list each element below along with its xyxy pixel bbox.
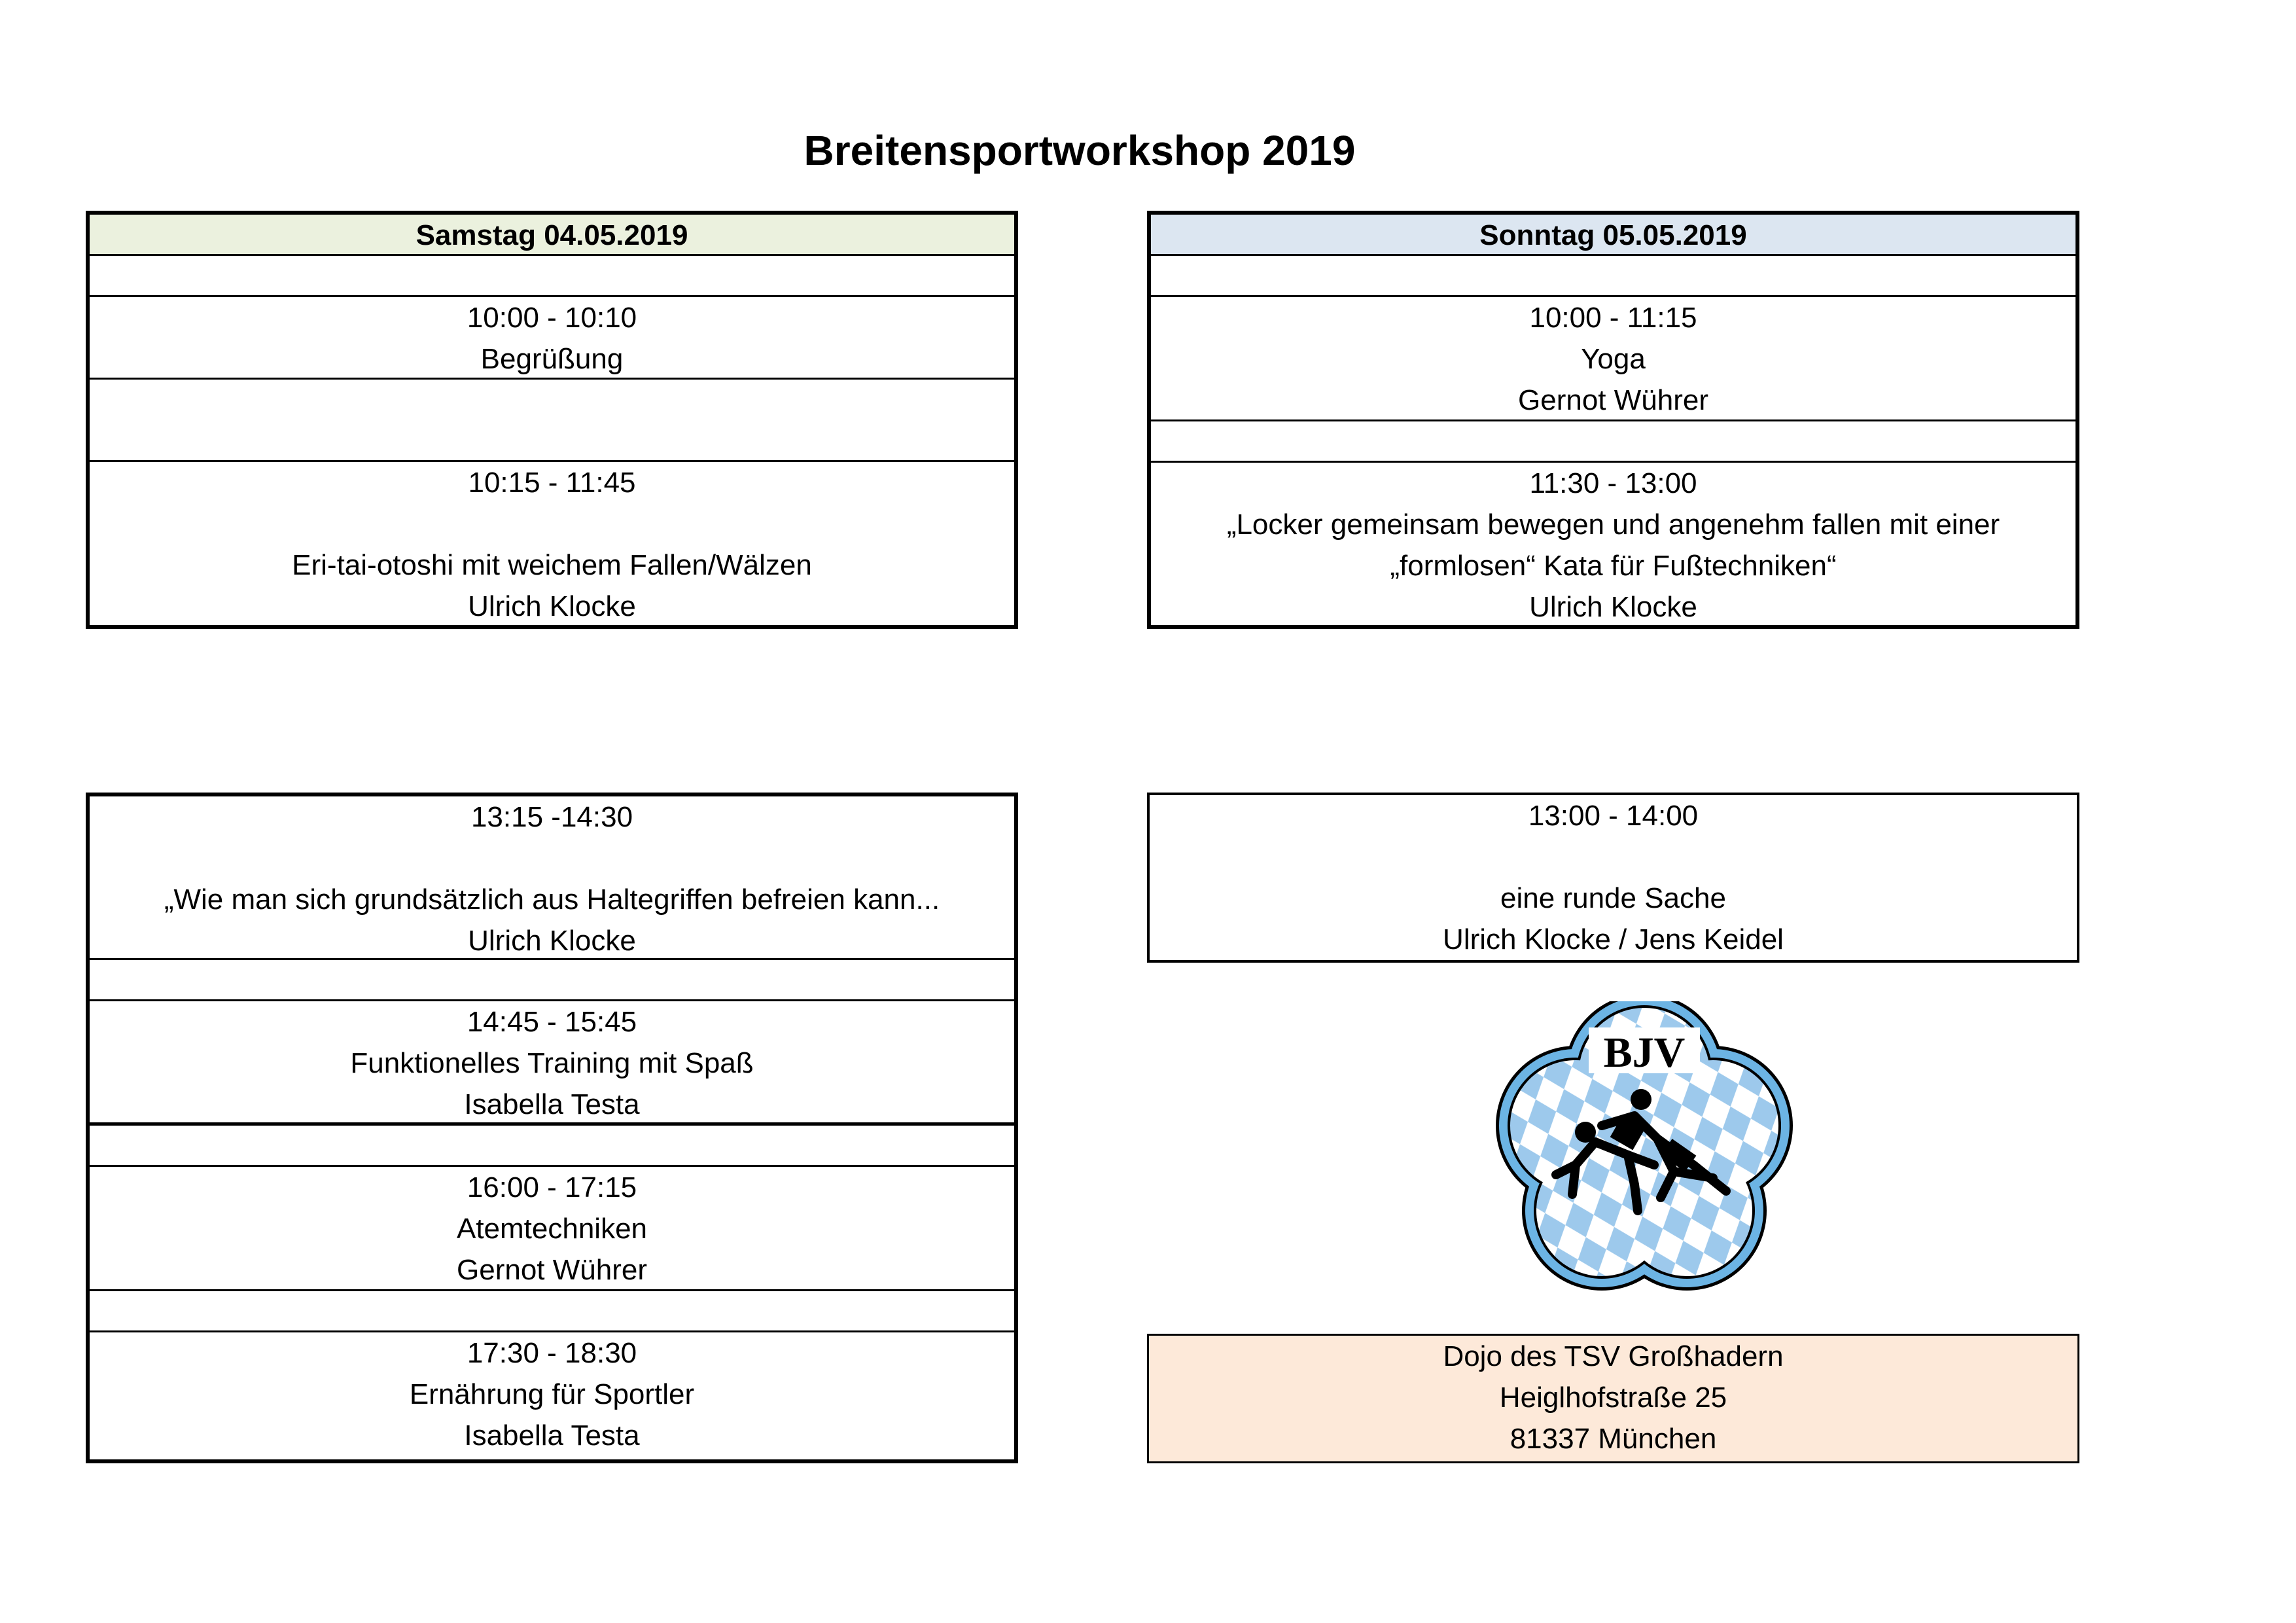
slot-person: Isabella Testa	[464, 1419, 640, 1452]
bjv-logo	[1484, 1001, 1805, 1309]
slot-title: Funktionelles Training mit Spaß	[350, 1047, 754, 1079]
slot-time: 16:00 - 17:15	[467, 1171, 637, 1204]
spacer-row	[90, 1126, 1014, 1167]
spacer-row	[1151, 421, 2075, 463]
saturday-slot-4	[90, 1001, 1014, 1126]
spacer-row	[1151, 256, 2075, 297]
page-title: Breitensportworkshop 2019	[804, 127, 1356, 174]
saturday-morning-table	[86, 211, 1018, 629]
sunday-header: Sonntag 05.05.2019	[1151, 215, 2075, 256]
slot-person: Ulrich Klocke / Jens Keidel	[1443, 923, 1784, 955]
saturday-slot-5	[90, 1167, 1014, 1291]
slot-time: 10:15 - 11:45	[468, 467, 636, 499]
slot-person: Gernot Wührer	[457, 1254, 647, 1286]
blank-line	[90, 503, 1014, 544]
slot-person: Gernot Wührer	[1518, 384, 1708, 416]
blank-line	[90, 838, 1014, 879]
sunday-slot-2	[1151, 463, 2075, 626]
slot-person: Ulrich Klocke	[468, 925, 636, 957]
sunday-morning-table	[1147, 211, 2079, 629]
spacer-row	[90, 380, 1014, 462]
slot-time: 13:00 - 14:00	[1528, 800, 1699, 832]
venue-city: 81337 München	[1510, 1423, 1717, 1455]
sunday-slot-1	[1151, 297, 2075, 421]
judo-emblem-icon	[1484, 1001, 1805, 1309]
slot-time: 17:30 - 18:30	[467, 1337, 637, 1369]
slot-title: Atemtechniken	[456, 1213, 648, 1245]
saturday-slot-1	[90, 297, 1014, 380]
slot-title: Begrüßung	[480, 343, 624, 375]
spacer-row	[90, 1291, 1014, 1332]
saturday-header: Samstag 04.05.2019	[90, 215, 1014, 256]
slot-title-line-1: „Locker gemeinsam bewegen und angenehm fallen mit einer	[1226, 508, 2000, 541]
saturday-afternoon-table	[86, 793, 1018, 1463]
slot-person: Ulrich Klocke	[468, 590, 636, 622]
slot-person: Isabella Testa	[464, 1088, 640, 1120]
sunday-slot-3	[1150, 795, 2077, 959]
slot-title: Ernährung für Sportler	[409, 1378, 695, 1410]
venue-street: Heiglhofstraße 25	[1499, 1382, 1727, 1414]
slot-person: Ulrich Klocke	[1529, 591, 1697, 623]
slot-time: 10:00 - 10:10	[467, 302, 637, 334]
slot-title: Yoga	[1581, 343, 1646, 375]
saturday-slot-2	[90, 462, 1014, 626]
spacer-row	[90, 256, 1014, 297]
saturday-slot-3	[90, 796, 1014, 960]
saturday-slot-6	[90, 1332, 1014, 1457]
slot-time: 11:30 - 13:00	[1529, 467, 1697, 499]
slot-title-line-2: „formlosen“ Kata für Fußtechniken“	[1390, 550, 1837, 582]
slot-time: 14:45 - 15:45	[467, 1006, 637, 1038]
blank-line	[1150, 836, 2077, 878]
slot-title: Eri-tai-otoshi mit weichem Fallen/Wälzen	[292, 549, 812, 581]
spacer-row	[90, 960, 1014, 1001]
venue-box	[1147, 1334, 2079, 1463]
slot-time: 13:15 -14:30	[470, 801, 633, 833]
venue-name: Dojo des TSV Großhadern	[1443, 1340, 1784, 1372]
slot-title: „Wie man sich grundsätzlich aus Haltegriffen befreien kann...	[164, 883, 940, 916]
svg-text:BJV: BJV	[1603, 1029, 1686, 1077]
sunday-afternoon-table	[1147, 793, 2079, 963]
slot-time: 10:00 - 11:15	[1529, 302, 1697, 334]
slot-title: eine runde Sache	[1500, 882, 1726, 914]
venue-address	[1149, 1336, 2077, 1460]
